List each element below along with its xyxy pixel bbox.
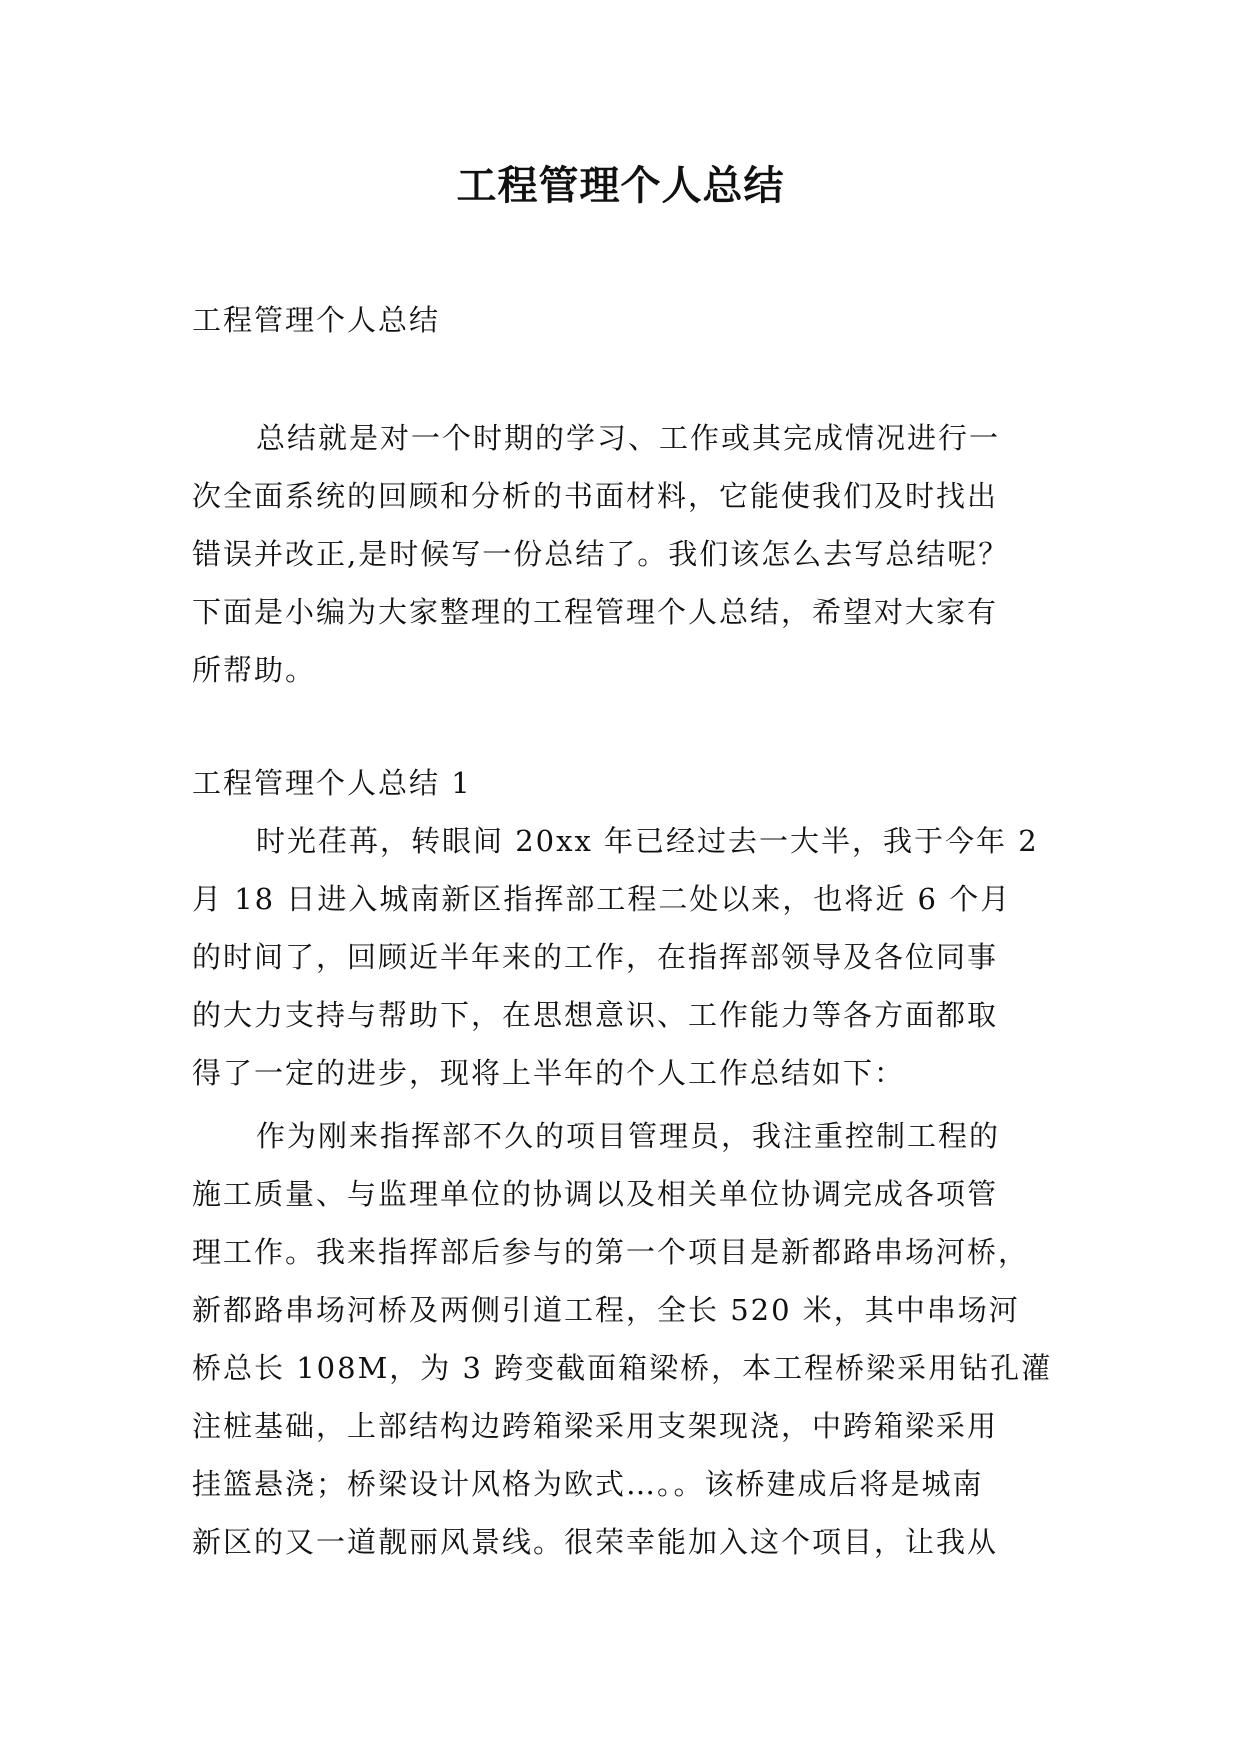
body-paragraph-2 bbox=[192, 1107, 1062, 1571]
paragraph-line: 总结就是对一个时期的学习、工作或其完成情况进行一 bbox=[256, 421, 1001, 455]
body-paragraph-1 bbox=[192, 812, 1062, 1102]
document-title: 工程管理个人总结 bbox=[456, 162, 785, 209]
paragraph-line: 的时间了，回顾近半年来的工作，在指挥部领导及各位同事 bbox=[192, 940, 999, 974]
paragraph-line: 注桩基础，上部结构边跨箱梁采用支架现浇，中跨箱梁采用 bbox=[192, 1409, 999, 1443]
paragraph-line: 错误并改正,是时候写一份总结了。我们该怎么去写总结呢？ bbox=[192, 537, 1010, 571]
intro-paragraph bbox=[192, 409, 1062, 699]
paragraph-line: 新区的又一道靓丽风景线。很荣幸能加入这个项目，让我从 bbox=[192, 1525, 999, 1559]
paragraph-line: 时光荏苒，转眼间 20xx 年已经过去一大半，我于今年 2 bbox=[256, 824, 1039, 858]
paragraph-line: 月 18 日进入城南新区指挥部工程二处以来，也将近 6 个月 bbox=[192, 882, 1012, 916]
paragraph-line: 的大力支持与帮助下，在思想意识、工作能力等各方面都取 bbox=[192, 998, 999, 1032]
paragraph-line: 新都路串场河桥及两侧引道工程，全长 520 米，其中串场河 bbox=[192, 1293, 1020, 1327]
paragraph-line: 施工质量、与监理单位的协调以及相关单位协调完成各项管 bbox=[192, 1177, 999, 1211]
paragraph-line: 次全面系统的回顾和分析的书面材料，它能使我们及时找出 bbox=[192, 479, 999, 513]
paragraph-line: 作为刚来指挥部不久的项目管理员，我注重控制工程的 bbox=[256, 1119, 1001, 1153]
section-heading: 工程管理个人总结 1 bbox=[192, 766, 472, 800]
paragraph-line: 理工作。我来指挥部后参与的第一个项目是新都路串场河桥， bbox=[192, 1235, 1030, 1269]
document-subtitle: 工程管理个人总结 bbox=[192, 303, 441, 337]
paragraph-line: 得了一定的进步，现将上半年的个人工作总结如下： bbox=[192, 1056, 906, 1090]
paragraph-line: 桥总长 108M，为 3 跨变截面箱梁桥，本工程桥梁采用钻孔灌 bbox=[192, 1351, 1053, 1385]
paragraph-line: 所帮助。 bbox=[192, 653, 317, 687]
paragraph-line: 下面是小编为大家整理的工程管理个人总结，希望对大家有 bbox=[192, 595, 999, 629]
paragraph-line: 挂篮悬浇；桥梁设计风格为欧式…。。该桥建成后将是城南 bbox=[192, 1467, 984, 1501]
